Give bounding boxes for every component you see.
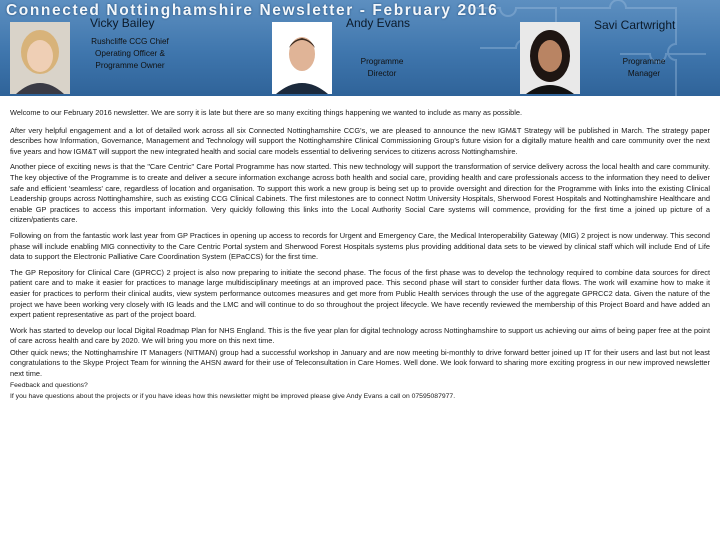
person-name-savi-cartwright: Savi Cartwright bbox=[594, 18, 676, 32]
person-role-vicky-bailey: Rushcliffe CCG Chief Operating Officer & Programme Owner bbox=[91, 37, 169, 70]
gprcc-paragraph: The GP Repository for Clinical Care (GPRCC) 2 project is also now preparing to initiate the second phase. The focus of the first phase was to develop the technology required to combine data sources for direct patient care and to make it easier for practices to manage large multidisciplinary meetings at an improved pace. This second phase will start to consider further data flows. The work will examine how to make it easier for practices to perform their clinical audits, view system performance outcomes measures and get more from Public Health services through the use of the aggregate GPRCC2 data. Given the nature of the project we have been working very closely with IG leads and the LMC and will continue to do so throughout the project lifecycle. We have recently reviewed the membership of this Project Board and have added an expert patient representative as part of the project board. bbox=[10, 267, 710, 320]
mig-paragraph: Following on from the fantastic work last year from GP Practices in opening up access to records for Urgent and Emergency Care, the Medical Interoperability Gateway (MIG) 2 project is now underway. This second phase will include enabling MIG connectivity to the Care Centric Portal system and Sherwood Forest Hospitals systems plus providing additional data sets to be viewed by clinical staff which will include End of Life data to support the Electronic Palliative Care Coordination System (EPaCCS) for the first time. bbox=[10, 230, 710, 262]
intro-paragraph: Welcome to our February 2016 newsletter. We are sorry it is late but there are so many exciting things happening we wanted to include as many as possible. bbox=[10, 108, 523, 117]
contact-paragraph: If you have questions about the projects or if you have ideas how this newsletter might be improved please give Andy Evans a call on 07595087977. bbox=[10, 393, 456, 401]
photo-vicky-bailey bbox=[10, 22, 70, 94]
newsletter-title: Connected Nottinghamshire Newsletter - February 2016 bbox=[6, 2, 499, 19]
photo-savi-cartwright bbox=[520, 22, 580, 94]
newsletter-body bbox=[10, 108, 710, 404]
newsletter-banner bbox=[0, 0, 720, 96]
care-portal-paragraph: Another piece of exciting news is that the "Care Centric" Care Portal Programme has now started. This new technology will support the transformation of service delivery across the local health and care community. The key objective of the Programme is to create and deliver a secure information exchange across both health and social care, providing health and care professionals access to the information they need to deliver safe and efficient 'seamless' care, regardless of location and organisation. To support this work a new group is being set up to provide oversight and direction for the Programme with links into the existing Clinical Leadership groups across Nottinghamshire, such as existing CCG Clinical Cabinets. The first milestones are to connect Nottm University Hospitals, Sherwood Forest Hospitals and Nottinghamshire Healthcare and enable GP practices to access this important information. Very quickly following this links into the Local Authority Social Care systems will commence, providing for the first time a joined up picture of a citizen/patients care. bbox=[10, 162, 710, 225]
person-role-andy-evans: Programme Director bbox=[360, 57, 404, 78]
feedback-heading: Feedback and questions? bbox=[10, 381, 88, 389]
person-name-vicky-bailey: Vicky Bailey bbox=[90, 16, 155, 30]
person-name-andy-evans: Andy Evans bbox=[346, 16, 411, 30]
photo-andy-evans bbox=[272, 22, 332, 94]
digital-roadmap-paragraph: Work has started to develop our local Digital Roadmap Plan for NHS England. This is the five year plan for digital technology across Nottinghamshire to support us achieving our aims of being paper free at the point of care across health and care by 2020. We will bring you more on this next time. bbox=[10, 325, 710, 346]
person-role-savi-cartwright: Programme Manager bbox=[622, 57, 666, 78]
quick-news-paragraph: Other quick news; the Nottinghamshire IT Managers (NITMAN) group had a successful workshop in January and are now meeting bi-monthly to drive forward better joined up IT for their users and last but not least congratulations to the Skype Project Team for winning the AHSN award for their use of Teleconsultation in Care Homes. Well done. We look forward to sharing more exciting progress in our new improved newsletter next time. bbox=[10, 347, 710, 379]
strategy-paragraph: After very helpful engagement and a lot of detailed work across all six Connected Nottinghamshire CCG's, we are pleased to announce the new IGM&T Strategy will be published in March. The strategy paper describes how Information, Governance, Management and Technology will support the Nottinghamshire Clinical Commissioning Group's future vision for a digitally mature health and care community over the next five years and how IGM&T will support the new integrated health and social care models essential to delivering services to citizens across Nottinghamshire. bbox=[10, 125, 710, 156]
